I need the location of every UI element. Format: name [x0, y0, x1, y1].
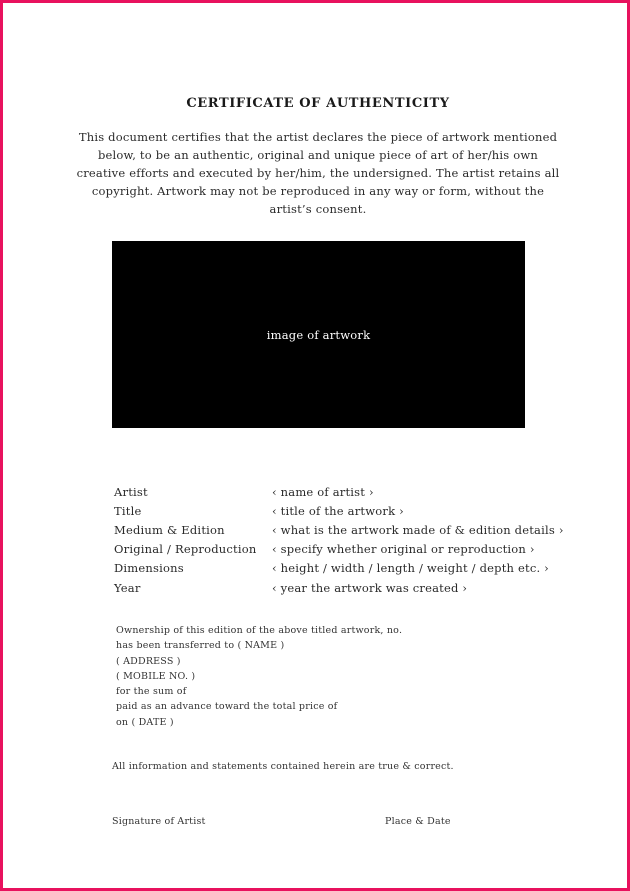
ownership-line: has been transferred to ( NAME ) — [116, 640, 285, 652]
detail-label: Year — [114, 580, 141, 595]
ownership-line: paid as an advance toward the total price of — [116, 701, 338, 713]
detail-label: Artist — [114, 484, 148, 499]
detail-label: Dimensions — [114, 561, 184, 576]
ownership-transfer-section — [116, 623, 436, 730]
artwork-image-placeholder — [112, 241, 525, 428]
detail-row-medium-edition — [114, 520, 564, 539]
detail-label: Original / Reproduction — [114, 542, 257, 557]
ownership-line: for the sum of — [116, 686, 187, 698]
detail-label: Title — [114, 503, 142, 518]
place-and-date-label: Place & Date — [385, 816, 451, 827]
signature-of-artist-label: Signature of Artist — [112, 816, 206, 827]
detail-value: ‹ name of artist › — [272, 484, 374, 499]
certificate-intro-text: This document certifies that the artist declares the piece of artwork mentioned below, to be an authentic, original and unique piece of art of her/his own creative efforts and executed by her/him, the undersigned. The artist retains all copyright. Artwork may not be reproduced in any way or form, without the artist’s consent. — [76, 130, 560, 216]
detail-value: ‹ year the artwork was created › — [272, 580, 468, 595]
ownership-line: Ownership of this edition of the above titled artwork, no. — [116, 625, 403, 636]
truth-statement: All information and statements contained herein are true & correct. — [112, 761, 454, 772]
artwork-details-list — [114, 482, 564, 597]
detail-row-year — [114, 578, 564, 597]
ownership-line: ( MOBILE NO. ) — [116, 670, 196, 682]
detail-value: ‹ title of the artwork › — [272, 503, 404, 518]
detail-row-original-reproduction — [114, 540, 564, 559]
ownership-line: on ( DATE ) — [116, 716, 174, 728]
detail-value: ‹ what is the artwork made of & edition details › — [272, 522, 564, 537]
ownership-line: ( ADDRESS ) — [116, 655, 181, 667]
detail-row-artist — [114, 482, 564, 501]
detail-value: ‹ height / width / length / weight / depth etc. › — [272, 561, 549, 576]
detail-value: ‹ specify whether original or reproduction › — [272, 542, 535, 557]
detail-label: Medium & Edition — [114, 522, 225, 537]
artwork-placeholder-label: image of artwork — [266, 327, 371, 342]
detail-row-title — [114, 501, 564, 520]
certificate-title: CERTIFICATE OF AUTHENTICITY — [186, 96, 450, 111]
detail-row-dimensions — [114, 559, 564, 578]
